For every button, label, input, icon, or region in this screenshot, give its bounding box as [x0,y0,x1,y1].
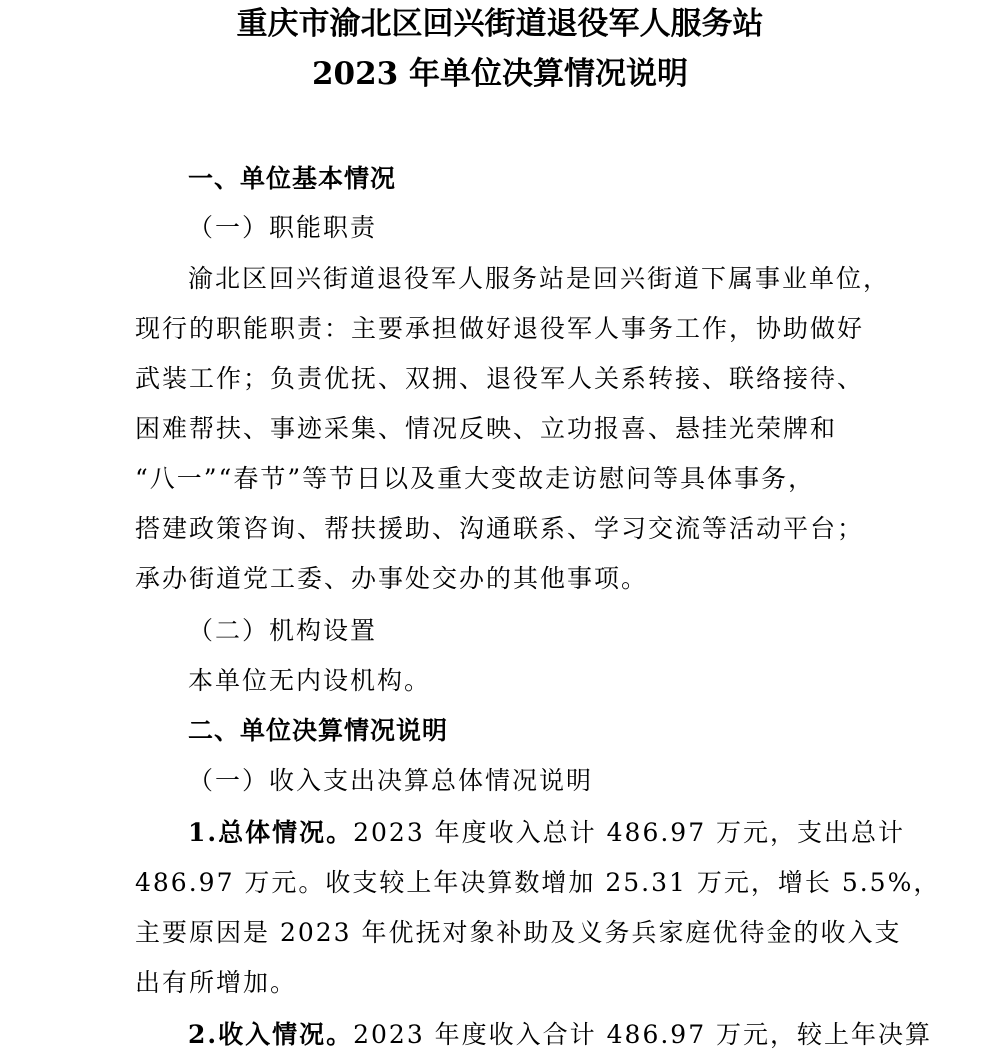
paragraph-line: 现行的职能职责：主要承担做好退役军人事务工作，协助做好 [135,314,865,343]
title-line-1: 重庆市渝北区回兴街道退役军人服务站 [236,6,764,42]
overall-label: 1.总体情况。 [188,818,354,847]
title-line-2: 2023 年单位决算情况说明 [311,56,689,92]
income-expense-heading: （一）收入支出决算总体情况说明 [188,766,594,795]
overall-text: 2023 年度收入总计 486.97 万元，支出总计 [353,818,906,847]
paragraph-line: 渝北区回兴街道退役军人服务站是回兴街道下属事业单位， [188,264,891,293]
section-1-heading: 一、单位基本情况 [188,164,397,193]
organization-text: 本单位无内设机构。 [188,666,432,695]
income-label: 2.收入情况。 [188,1020,354,1049]
paragraph-line [188,818,905,848]
functions-heading: （一）职能职责 [188,213,378,242]
organization-heading: （二）机构设置 [188,616,378,645]
section-2-heading: 二、单位决算情况说明 [188,716,449,745]
paragraph-line [188,1020,932,1050]
paragraph-line: “八一”“春节”等节日以及重大变故走访慰问等具体事务， [135,464,816,493]
paragraph-line: 486.97 万元。收支较上年决算数增加 25.31 万元，增长 5.5%， [135,868,941,897]
paragraph-line: 承办街道党工委、办事处交办的其他事项。 [135,564,649,593]
paragraph-line: 武装工作；负责优抚、双拥、退役军人关系转接、联络接待、 [135,364,865,393]
paragraph-line: 出有所增加。 [135,968,298,997]
income-text: 2023 年度收入合计 486.97 万元，较上年决算 [353,1020,933,1049]
paragraph-line: 困难帮扶、事迹采集、情况反映、立功报喜、悬挂光荣牌和 [135,414,838,443]
paragraph-line: 搭建政策咨询、帮扶援助、沟通联系、学习交流等活动平台； [135,514,865,543]
paragraph-line: 主要原因是 2023 年优抚对象补助及义务兵家庭优待金的收入支 [135,918,902,947]
